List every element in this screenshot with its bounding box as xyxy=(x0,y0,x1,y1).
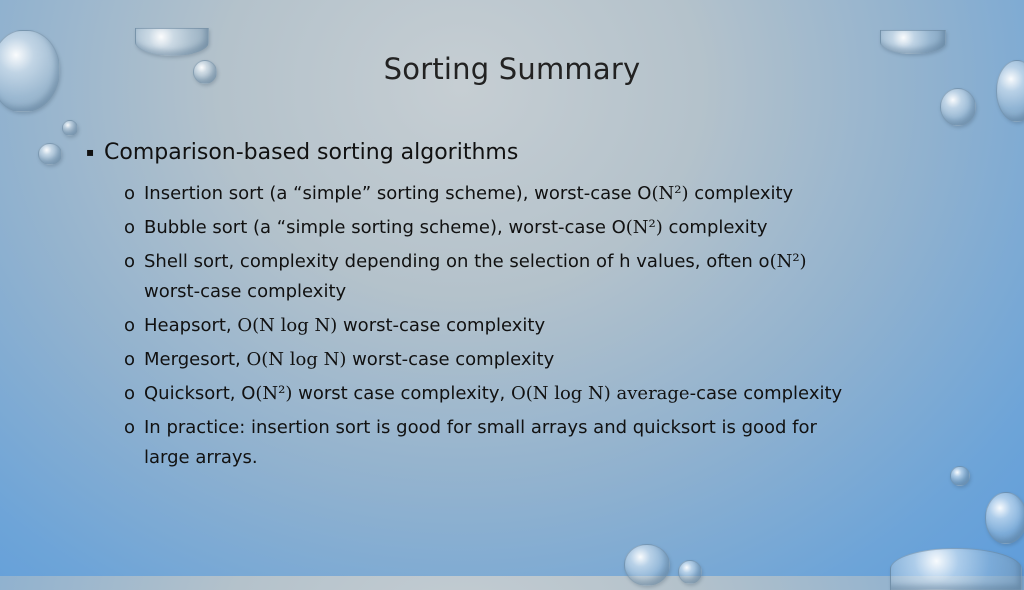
math-expression: O(N log N) xyxy=(237,315,338,336)
square-bullet-icon: ▪ xyxy=(86,145,95,159)
item-text: Shell sort, complexity depending on the selection of h values, often o xyxy=(144,251,770,272)
list-item xyxy=(124,343,986,377)
math-expression: (N²) xyxy=(769,251,807,272)
item-text: worst-case complexity xyxy=(144,281,347,302)
droplet-decoration xyxy=(678,560,702,584)
circle-bullet-icon: o xyxy=(124,383,136,404)
circle-bullet-icon: o xyxy=(124,349,136,370)
sub-list xyxy=(124,177,986,475)
list-item xyxy=(124,177,986,211)
item-text: Quicksort, O xyxy=(144,383,256,404)
main-bullet-text: Comparison-based sorting algorithms xyxy=(104,140,519,165)
math-expression: (N²) xyxy=(255,383,293,404)
circle-bullet-icon: o xyxy=(124,417,136,438)
math-expression: (N²) xyxy=(625,217,663,238)
list-item xyxy=(124,309,986,343)
droplet-decoration xyxy=(940,88,976,126)
main-bullet xyxy=(86,140,986,165)
item-text: Bubble sort (a “simple sorting scheme), worst-case O xyxy=(144,217,626,238)
circle-bullet-icon: o xyxy=(124,183,136,204)
circle-bullet-icon: o xyxy=(124,251,136,272)
list-item xyxy=(124,377,986,411)
list-item-continuation xyxy=(144,441,986,475)
math-expression: (N²) xyxy=(651,183,689,204)
circle-bullet-icon: o xyxy=(124,217,136,238)
math-expression: O(N log N) average xyxy=(510,383,690,404)
droplet-decoration xyxy=(624,544,670,586)
droplet-decoration xyxy=(985,492,1024,544)
item-text: worst-case complexity xyxy=(346,349,555,370)
list-item-continuation xyxy=(144,275,986,309)
droplet-decoration xyxy=(38,143,62,165)
item-text: large arrays. xyxy=(144,447,258,468)
list-item xyxy=(124,211,986,245)
droplet-decoration xyxy=(62,120,78,136)
item-text: -case complexity xyxy=(689,383,843,404)
item-text: Heapsort, xyxy=(144,315,238,336)
item-text: complexity xyxy=(688,183,794,204)
circle-bullet-icon: o xyxy=(124,315,136,336)
slide-title: Sorting Summary xyxy=(383,52,641,86)
droplet-decoration xyxy=(890,548,1022,590)
item-text: complexity xyxy=(662,217,768,238)
item-text: worst-case complexity xyxy=(337,315,546,336)
droplet-decoration xyxy=(880,30,946,54)
item-text: Insertion sort (a “simple” sorting scheme), worst-case O xyxy=(144,183,652,204)
math-expression: O(N log N) xyxy=(246,349,347,370)
list-item xyxy=(124,411,986,445)
item-text: worst case complexity, xyxy=(292,383,511,404)
list-item xyxy=(124,245,986,279)
content-body xyxy=(86,140,986,475)
item-text: In practice: insertion sort is good for small arrays and quicksort is good for xyxy=(144,417,817,438)
item-text: Mergesort, xyxy=(144,349,247,370)
